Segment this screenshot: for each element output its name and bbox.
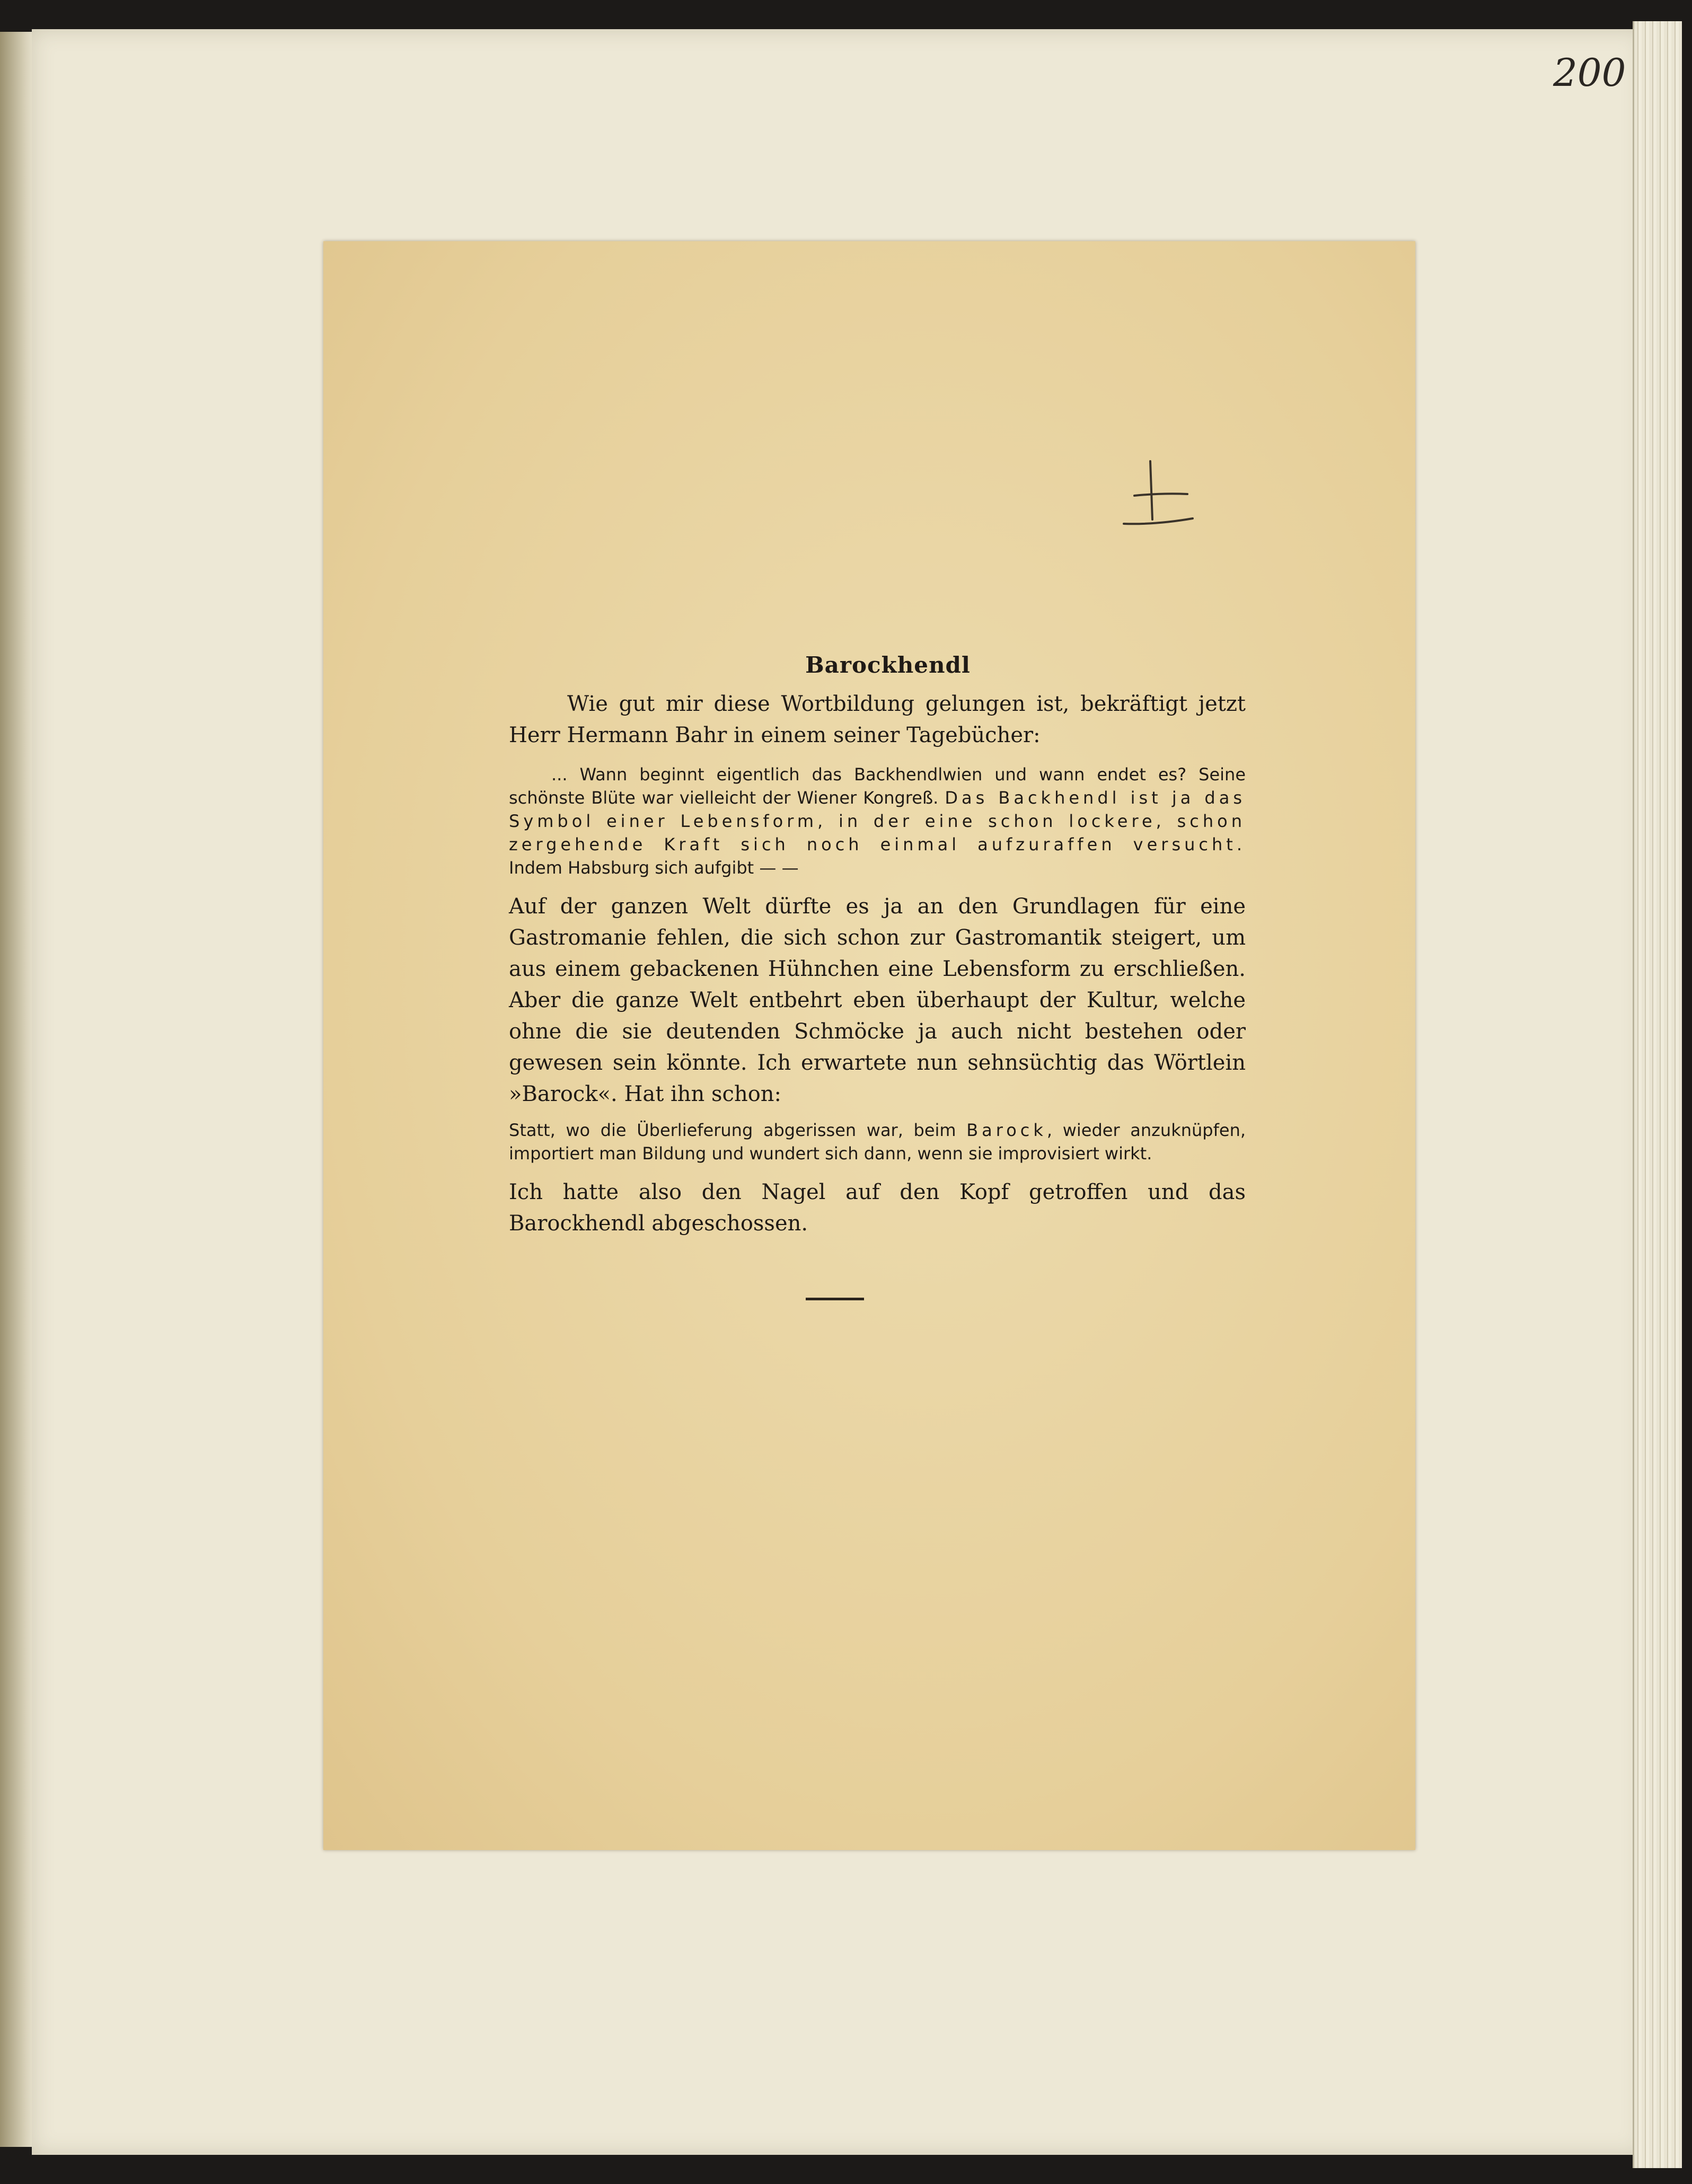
- quote-1-lead: ... Wann beginnt eigentlich das Backhendlwien und wann endet es? Seine schönste Blüte war vielleicht der Wiener Kongreß.: [509, 764, 1246, 808]
- quote-2-spaced: Barock: [966, 1120, 1047, 1140]
- paragraph-3: Ich hatte also den Nagel auf den Kopf getroffen und das Barockhendl abgeschossen.: [509, 1180, 1246, 1236]
- article-title: Barockhendl: [805, 652, 971, 678]
- clipping-text: [509, 652, 1246, 1300]
- end-rule: [806, 1298, 864, 1300]
- page-number: 200: [1553, 50, 1626, 95]
- paragraph-2: Auf der ganzen Welt dürfte es ja an den Grundlagen für eine Gastromanie fehlen, die sich schon zur Gastromantik steigert, um aus einem gebackenen Hühnchen eine Lebensform zu erschließen. Aber die ganze Welt entbehrt eben überhaupt der Kultur, welche ohne die sie deutenden Schmöcke ja auch nicht bestehen oder gewesen sein könnte. Ich erwartete nun sehnsüchtig das Wörtlein »Barock«. Hat ihn schon:: [509, 894, 1246, 1106]
- quote-1-spaced: Das Backhendl ist ja das Symbol einer Lebensform, in der eine schon lockere, schon zergehende Kraft sich noch einmal aufzuraffen versucht.: [509, 788, 1246, 855]
- quote-2-pre: Statt, wo die Überlieferung abgerissen war, beim: [509, 1120, 956, 1140]
- quote-1: [509, 763, 1246, 879]
- stacked-page-edges: [1633, 21, 1682, 2168]
- paragraph-1: Wie gut mir diese Wortbildung gelungen ist, bekräftigt jetzt Herr Hermann Bahr in einem seiner Tagebücher:: [509, 692, 1246, 747]
- quote-2: [509, 1119, 1246, 1165]
- quote-1-tail: Indem Habsburg sich aufgibt — —: [509, 858, 799, 878]
- quote-2-post: , wieder anzuknüpfen, importiert man Bildung und wundert sich dann, wenn sie improvisiert wirkt.: [509, 1120, 1246, 1164]
- pencil-mark-icon: [1113, 456, 1198, 535]
